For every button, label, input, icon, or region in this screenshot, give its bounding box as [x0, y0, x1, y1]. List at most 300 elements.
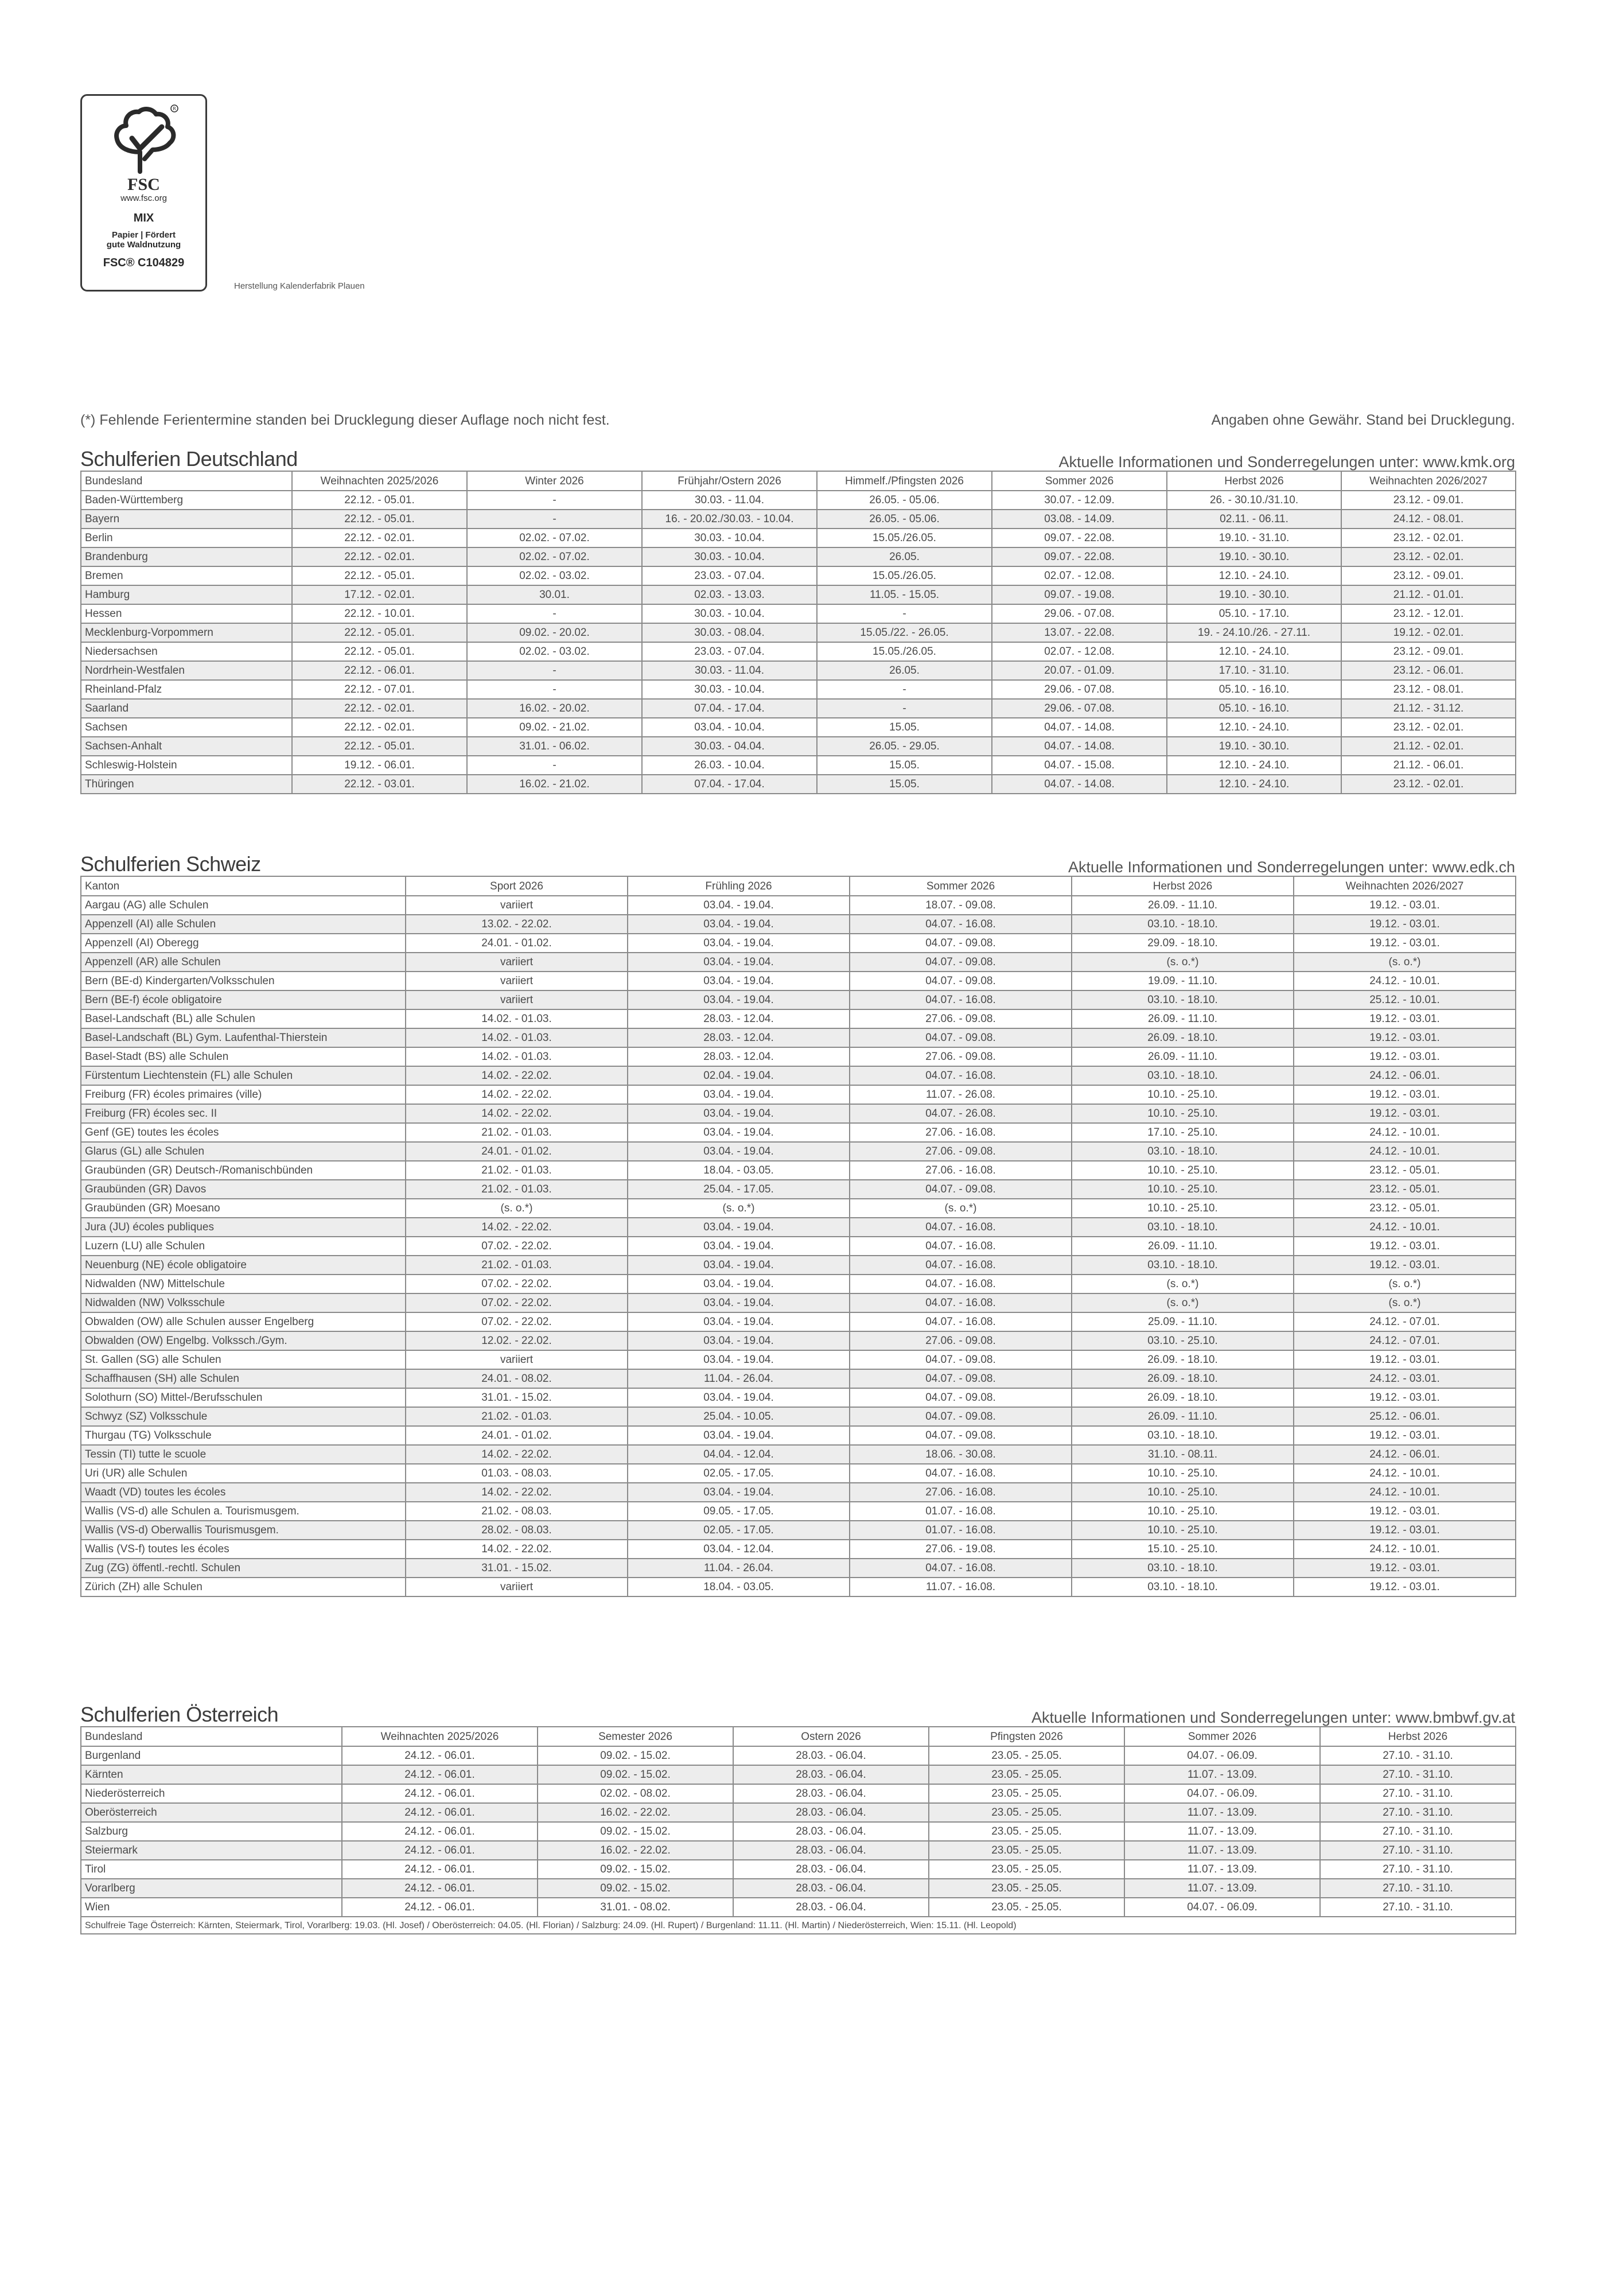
- region-name-cell: Nidwalden (NW) Volksschule: [81, 1293, 406, 1312]
- date-range-cell: 19.12. - 02.01.: [1341, 623, 1516, 642]
- date-range-cell: 03.10. - 18.10.: [1072, 1218, 1294, 1237]
- date-range-cell: 04.07. - 16.08.: [850, 1559, 1072, 1578]
- region-name-cell: Bayern: [81, 510, 292, 529]
- date-range-cell: 29.06. - 07.08.: [992, 699, 1167, 718]
- table-row: [81, 1369, 1516, 1388]
- table-row: [81, 1879, 1516, 1898]
- date-range-cell: 02.05. - 17.05.: [628, 1464, 850, 1483]
- region-name-cell: Hamburg: [81, 585, 292, 604]
- date-range-cell: variiert: [406, 1350, 628, 1369]
- region-name-cell: Basel-Stadt (BS) alle Schulen: [81, 1047, 406, 1066]
- date-range-cell: 15.05./26.05.: [817, 566, 992, 585]
- table-row: [81, 737, 1516, 756]
- date-range-cell: 03.04. - 10.04.: [642, 718, 817, 737]
- date-range-cell: -: [467, 510, 642, 529]
- date-range-cell: 03.10. - 18.10.: [1072, 1559, 1294, 1578]
- date-range-cell: 07.02. - 22.02.: [406, 1237, 628, 1256]
- date-range-cell: 23.12. - 08.01.: [1341, 680, 1516, 699]
- date-range-cell: 10.10. - 25.10.: [1072, 1085, 1294, 1104]
- date-range-cell: 04.07. - 16.08.: [850, 1293, 1072, 1312]
- date-range-cell: 28.03. - 06.04.: [733, 1765, 929, 1784]
- date-range-cell: 21.02. - 08.03.: [406, 1502, 628, 1521]
- date-range-cell: 23.05. - 25.05.: [929, 1765, 1124, 1784]
- date-range-cell: 15.05./22. - 26.05.: [817, 623, 992, 642]
- date-range-cell: 24.12. - 06.01.: [1294, 1445, 1516, 1464]
- date-range-cell: 21.12. - 01.01.: [1341, 585, 1516, 604]
- date-range-cell: 19.10. - 30.10.: [1167, 585, 1341, 604]
- date-range-cell: 24.12. - 10.01.: [1294, 1218, 1516, 1237]
- table-header-row: [81, 1727, 1516, 1746]
- date-range-cell: 12.10. - 24.10.: [1167, 566, 1341, 585]
- date-range-cell: (s. o.*): [1072, 1293, 1294, 1312]
- column-header: Herbst 2026: [1072, 876, 1294, 896]
- date-range-cell: 03.04. - 19.04.: [628, 1218, 850, 1237]
- date-range-cell: 27.10. - 31.10.: [1320, 1746, 1516, 1765]
- date-range-cell: 24.12. - 08.01.: [1341, 510, 1516, 529]
- fsc-description-line1: Papier | Fördert: [112, 230, 176, 240]
- table-row: [81, 1199, 1516, 1218]
- table-header-row: [81, 471, 1516, 491]
- date-range-cell: 04.07. - 09.08.: [850, 1028, 1072, 1047]
- region-name-cell: Genf (GE) toutes les écoles: [81, 1123, 406, 1142]
- region-name-cell: Appenzell (AI) alle Schulen: [81, 915, 406, 934]
- date-range-cell: 09.07. - 22.08.: [992, 529, 1167, 547]
- date-range-cell: 23.05. - 25.05.: [929, 1879, 1124, 1898]
- region-name-cell: Sachsen-Anhalt: [81, 737, 292, 756]
- table-row: [81, 1578, 1516, 1596]
- date-range-cell: 17.10. - 25.10.: [1072, 1123, 1294, 1142]
- date-range-cell: 23.12. - 02.01.: [1341, 775, 1516, 794]
- table-row: [81, 699, 1516, 718]
- date-range-cell: 11.04. - 26.04.: [628, 1559, 850, 1578]
- date-range-cell: 22.12. - 02.01.: [292, 718, 467, 737]
- date-range-cell: 11.07. - 16.08.: [850, 1578, 1072, 1596]
- date-range-cell: 03.04. - 19.04.: [628, 1104, 850, 1123]
- date-range-cell: 14.02. - 22.02.: [406, 1483, 628, 1502]
- date-range-cell: 03.04. - 19.04.: [628, 1331, 850, 1350]
- date-range-cell: 19.10. - 30.10.: [1167, 737, 1341, 756]
- date-range-cell: 11.07. - 13.09.: [1124, 1841, 1320, 1860]
- date-range-cell: 10.10. - 25.10.: [1072, 1502, 1294, 1521]
- date-range-cell: 03.10. - 25.10.: [1072, 1331, 1294, 1350]
- date-range-cell: 03.04. - 19.04.: [628, 915, 850, 934]
- region-name-cell: Kärnten: [81, 1765, 342, 1784]
- table-row: [81, 1841, 1516, 1860]
- date-range-cell: 22.12. - 05.01.: [292, 510, 467, 529]
- date-range-cell: 04.07. - 16.08.: [850, 1312, 1072, 1331]
- date-range-cell: 04.07. - 09.08.: [850, 972, 1072, 990]
- table-row: [81, 1502, 1516, 1521]
- date-range-cell: 18.04. - 03.05.: [628, 1578, 850, 1596]
- region-name-cell: Graubünden (GR) Deutsch-/Romanischbünden: [81, 1161, 406, 1180]
- date-range-cell: 23.12. - 05.01.: [1294, 1199, 1516, 1218]
- date-range-cell: 09.02. - 21.02.: [467, 718, 642, 737]
- date-range-cell: 24.12. - 06.01.: [342, 1803, 538, 1822]
- date-range-cell: 03.04. - 19.04.: [628, 1256, 850, 1275]
- date-range-cell: 02.11. - 06.11.: [1167, 510, 1341, 529]
- date-range-cell: 09.02. - 15.02.: [538, 1879, 733, 1898]
- date-range-cell: 19.12. - 03.01.: [1294, 1256, 1516, 1275]
- date-range-cell: 03.04. - 19.04.: [628, 1483, 850, 1502]
- date-range-cell: 24.01. - 01.02.: [406, 1142, 628, 1161]
- date-range-cell: 09.07. - 22.08.: [992, 547, 1167, 566]
- date-range-cell: (s. o.*): [1072, 953, 1294, 972]
- table-row: [81, 1407, 1516, 1426]
- table-row: [81, 756, 1516, 775]
- section-header: [80, 445, 1515, 471]
- date-range-cell: 09.02. - 15.02.: [538, 1860, 733, 1879]
- date-range-cell: 02.05. - 17.05.: [628, 1521, 850, 1540]
- region-name-cell: Niedersachsen: [81, 642, 292, 661]
- date-range-cell: 27.06. - 16.08.: [850, 1123, 1072, 1142]
- section-title: Schulferien Deutschland: [80, 447, 298, 471]
- date-range-cell: 19.12. - 03.01.: [1294, 1502, 1516, 1521]
- date-range-cell: 11.07. - 13.09.: [1124, 1803, 1320, 1822]
- date-range-cell: 04.07. - 09.08.: [850, 1407, 1072, 1426]
- region-name-cell: Thüringen: [81, 775, 292, 794]
- section-header: [80, 850, 1515, 876]
- region-name-cell: Schaffhausen (SH) alle Schulen: [81, 1369, 406, 1388]
- date-range-cell: 10.10. - 25.10.: [1072, 1521, 1294, 1540]
- region-name-cell: Oberösterreich: [81, 1803, 342, 1822]
- date-range-cell: -: [467, 680, 642, 699]
- region-name-cell: Graubünden (GR) Davos: [81, 1180, 406, 1199]
- date-range-cell: 04.07. - 16.08.: [850, 1218, 1072, 1237]
- date-range-cell: (s. o.*): [1294, 953, 1516, 972]
- date-range-cell: 28.03. - 06.04.: [733, 1784, 929, 1803]
- date-range-cell: 31.01. - 06.02.: [467, 737, 642, 756]
- date-range-cell: 04.07. - 15.08.: [992, 756, 1167, 775]
- date-range-cell: 17.12. - 02.01.: [292, 585, 467, 604]
- date-range-cell: -: [467, 756, 642, 775]
- table-row: [81, 1426, 1516, 1445]
- date-range-cell: 14.02. - 01.03.: [406, 1028, 628, 1047]
- region-name-cell: Appenzell (AI) Oberegg: [81, 934, 406, 953]
- date-range-cell: 27.10. - 31.10.: [1320, 1898, 1516, 1917]
- date-range-cell: 22.12. - 05.01.: [292, 623, 467, 642]
- date-range-cell: 12.10. - 24.10.: [1167, 775, 1341, 794]
- date-range-cell: 23.12. - 05.01.: [1294, 1161, 1516, 1180]
- table-row: [81, 915, 1516, 934]
- date-range-cell: 30.03. - 11.04.: [642, 661, 817, 680]
- date-range-cell: 05.10. - 16.10.: [1167, 680, 1341, 699]
- column-header: Herbst 2026: [1320, 1727, 1516, 1746]
- table-row: [81, 1331, 1516, 1350]
- date-range-cell: 07.04. - 17.04.: [642, 699, 817, 718]
- column-header: Pfingsten 2026: [929, 1727, 1124, 1746]
- date-range-cell: 11.07. - 13.09.: [1124, 1822, 1320, 1841]
- date-range-cell: 24.01. - 01.02.: [406, 1426, 628, 1445]
- date-range-cell: 02.02. - 03.02.: [467, 642, 642, 661]
- column-header: Semester 2026: [538, 1727, 733, 1746]
- date-range-cell: 26.09. - 11.10.: [1072, 1047, 1294, 1066]
- date-range-cell: 26.05. - 05.06.: [817, 491, 992, 510]
- date-range-cell: variiert: [406, 953, 628, 972]
- column-header: Sommer 2026: [992, 471, 1167, 491]
- date-range-cell: 28.03. - 12.04.: [628, 1009, 850, 1028]
- date-range-cell: 03.04. - 19.04.: [628, 896, 850, 915]
- date-range-cell: 09.02. - 15.02.: [538, 1822, 733, 1841]
- date-range-cell: 23.05. - 25.05.: [929, 1841, 1124, 1860]
- date-range-cell: 24.12. - 10.01.: [1294, 972, 1516, 990]
- date-range-cell: 27.06. - 19.08.: [850, 1540, 1072, 1559]
- date-range-cell: 24.12. - 06.01.: [342, 1765, 538, 1784]
- date-range-cell: 13.02. - 22.02.: [406, 915, 628, 934]
- date-range-cell: 24.12. - 06.01.: [1294, 1066, 1516, 1085]
- region-name-cell: Berlin: [81, 529, 292, 547]
- date-range-cell: 19.12. - 03.01.: [1294, 1237, 1516, 1256]
- date-range-cell: 15.05./26.05.: [817, 642, 992, 661]
- date-range-cell: 21.02. - 01.03.: [406, 1123, 628, 1142]
- date-range-cell: 21.02. - 01.03.: [406, 1161, 628, 1180]
- date-range-cell: 30.03. - 10.04.: [642, 680, 817, 699]
- region-name-cell: Uri (UR) alle Schulen: [81, 1464, 406, 1483]
- date-range-cell: 03.04. - 19.04.: [628, 1237, 850, 1256]
- date-range-cell: 04.07. - 09.08.: [850, 934, 1072, 953]
- date-range-cell: 27.10. - 31.10.: [1320, 1860, 1516, 1879]
- region-name-cell: Steiermark: [81, 1841, 342, 1860]
- date-range-cell: 23.12. - 02.01.: [1341, 529, 1516, 547]
- date-range-cell: 19.12. - 03.01.: [1294, 1559, 1516, 1578]
- date-range-cell: 31.01. - 08.02.: [538, 1898, 733, 1917]
- date-range-cell: 02.07. - 12.08.: [992, 642, 1167, 661]
- date-range-cell: variiert: [406, 990, 628, 1009]
- column-header: Weihnachten 2026/2027: [1294, 876, 1516, 896]
- date-range-cell: 07.02. - 22.02.: [406, 1275, 628, 1293]
- region-name-cell: Fürstentum Liechtenstein (FL) alle Schulen: [81, 1066, 406, 1085]
- column-header: Weihnachten 2025/2026: [292, 471, 467, 491]
- date-range-cell: 23.05. - 25.05.: [929, 1822, 1124, 1841]
- date-range-cell: (s. o.*): [1294, 1275, 1516, 1293]
- date-range-cell: 03.08. - 14.09.: [992, 510, 1167, 529]
- region-name-cell: Burgenland: [81, 1746, 342, 1765]
- table-row: [81, 1822, 1516, 1841]
- region-name-cell: Sachsen: [81, 718, 292, 737]
- table-row: [81, 1180, 1516, 1199]
- date-range-cell: 24.01. - 01.02.: [406, 934, 628, 953]
- table-row: [81, 510, 1516, 529]
- region-name-cell: Wallis (VS-f) toutes les écoles: [81, 1540, 406, 1559]
- date-range-cell: (s. o.*): [850, 1199, 1072, 1218]
- date-range-cell: 15.05.: [817, 718, 992, 737]
- column-header: Frühjahr/Ostern 2026: [642, 471, 817, 491]
- date-range-cell: 15.05.: [817, 775, 992, 794]
- date-range-cell: 10.10. - 25.10.: [1072, 1104, 1294, 1123]
- date-range-cell: 23.05. - 25.05.: [929, 1898, 1124, 1917]
- date-range-cell: 04.07. - 16.08.: [850, 1275, 1072, 1293]
- table-row: [81, 1237, 1516, 1256]
- region-name-cell: St. Gallen (SG) alle Schulen: [81, 1350, 406, 1369]
- date-range-cell: 26.05. - 29.05.: [817, 737, 992, 756]
- date-range-cell: 23.12. - 09.01.: [1341, 491, 1516, 510]
- table-row: [81, 1312, 1516, 1331]
- table-row: [81, 604, 1516, 623]
- date-range-cell: 22.12. - 05.01.: [292, 737, 467, 756]
- date-range-cell: variiert: [406, 972, 628, 990]
- date-range-cell: -: [467, 491, 642, 510]
- date-range-cell: 03.10. - 18.10.: [1072, 1256, 1294, 1275]
- date-range-cell: 17.10. - 31.10.: [1167, 661, 1341, 680]
- region-name-cell: Nordrhein-Westfalen: [81, 661, 292, 680]
- date-range-cell: 26.09. - 11.10.: [1072, 1237, 1294, 1256]
- date-range-cell: 21.02. - 01.03.: [406, 1256, 628, 1275]
- date-range-cell: 24.12. - 06.01.: [342, 1746, 538, 1765]
- date-range-cell: 26.03. - 10.04.: [642, 756, 817, 775]
- table-row: [81, 1559, 1516, 1578]
- region-name-cell: Vorarlberg: [81, 1879, 342, 1898]
- date-range-cell: 30.03. - 08.04.: [642, 623, 817, 642]
- date-range-cell: 27.06. - 09.08.: [850, 1142, 1072, 1161]
- table-row: [81, 1860, 1516, 1879]
- date-range-cell: 23.12. - 06.01.: [1341, 661, 1516, 680]
- date-range-cell: 23.05. - 25.05.: [929, 1746, 1124, 1765]
- date-range-cell: 30.03. - 04.04.: [642, 737, 817, 756]
- table-row: [81, 642, 1516, 661]
- date-range-cell: 22.12. - 02.01.: [292, 547, 467, 566]
- section-switzerland: [80, 850, 1515, 1597]
- region-name-cell: Glarus (GL) alle Schulen: [81, 1142, 406, 1161]
- austria-footnote-row: [81, 1917, 1516, 1934]
- fsc-mix: MIX: [133, 212, 154, 224]
- date-range-cell: 28.03. - 06.04.: [733, 1803, 929, 1822]
- region-name-cell: Luzern (LU) alle Schulen: [81, 1237, 406, 1256]
- date-range-cell: 02.03. - 13.03.: [642, 585, 817, 604]
- date-range-cell: 03.04. - 19.04.: [628, 1142, 850, 1161]
- date-range-cell: 03.04. - 19.04.: [628, 1350, 850, 1369]
- region-name-cell: Appenzell (AR) alle Schulen: [81, 953, 406, 972]
- date-range-cell: 02.02. - 08.02.: [538, 1784, 733, 1803]
- date-range-cell: 23.03. - 07.04.: [642, 566, 817, 585]
- column-header: Kanton: [81, 876, 406, 896]
- date-range-cell: 24.12. - 06.01.: [342, 1841, 538, 1860]
- date-range-cell: 22.12. - 02.01.: [292, 699, 467, 718]
- holiday-table-germany: [80, 471, 1516, 794]
- date-range-cell: 09.02. - 15.02.: [538, 1765, 733, 1784]
- date-range-cell: 03.04. - 19.04.: [628, 1085, 850, 1104]
- date-range-cell: 23.12. - 02.01.: [1341, 718, 1516, 737]
- table-row: [81, 718, 1516, 737]
- date-range-cell: 20.07. - 01.09.: [992, 661, 1167, 680]
- date-range-cell: 30.03. - 10.04.: [642, 529, 817, 547]
- date-range-cell: 04.07. - 26.08.: [850, 1104, 1072, 1123]
- date-range-cell: 23.05. - 25.05.: [929, 1803, 1124, 1822]
- table-row: [81, 1540, 1516, 1559]
- date-range-cell: 23.12. - 12.01.: [1341, 604, 1516, 623]
- date-range-cell: 14.02. - 01.03.: [406, 1009, 628, 1028]
- column-header: Sport 2026: [406, 876, 628, 896]
- date-range-cell: 29.06. - 07.08.: [992, 680, 1167, 699]
- date-range-cell: 28.03. - 12.04.: [628, 1047, 850, 1066]
- region-name-cell: Hessen: [81, 604, 292, 623]
- date-range-cell: 22.12. - 06.01.: [292, 661, 467, 680]
- region-name-cell: Schwyz (SZ) Volksschule: [81, 1407, 406, 1426]
- date-range-cell: 23.05. - 25.05.: [929, 1860, 1124, 1879]
- date-range-cell: 04.07. - 16.08.: [850, 1237, 1072, 1256]
- region-name-cell: Basel-Landschaft (BL) alle Schulen: [81, 1009, 406, 1028]
- date-range-cell: 23.05. - 25.05.: [929, 1784, 1124, 1803]
- date-range-cell: 03.04. - 19.04.: [628, 1388, 850, 1407]
- table-row: [81, 896, 1516, 915]
- date-range-cell: 30.03. - 10.04.: [642, 547, 817, 566]
- date-range-cell: 25.04. - 17.05.: [628, 1180, 850, 1199]
- section-germany: [80, 445, 1515, 794]
- date-range-cell: 31.01. - 15.02.: [406, 1388, 628, 1407]
- fsc-description-line2: gute Waldnutzung: [106, 240, 181, 250]
- region-name-cell: Tirol: [81, 1860, 342, 1879]
- date-range-cell: 24.12. - 06.01.: [342, 1860, 538, 1879]
- date-range-cell: 21.02. - 01.03.: [406, 1180, 628, 1199]
- region-name-cell: Neuenburg (NE) école obligatoire: [81, 1256, 406, 1275]
- date-range-cell: 14.02. - 22.02.: [406, 1445, 628, 1464]
- region-name-cell: Aargau (AG) alle Schulen: [81, 896, 406, 915]
- date-range-cell: 19. - 24.10./26. - 27.11.: [1167, 623, 1341, 642]
- table-row: [81, 1028, 1516, 1047]
- region-name-cell: Bern (BE-d) Kindergarten/Volksschulen: [81, 972, 406, 990]
- date-range-cell: 14.02. - 22.02.: [406, 1066, 628, 1085]
- column-header: Ostern 2026: [733, 1727, 929, 1746]
- fsc-name: FSC: [127, 175, 160, 194]
- date-range-cell: 19.12. - 03.01.: [1294, 1578, 1516, 1596]
- table-row: [81, 623, 1516, 642]
- region-name-cell: Obwalden (OW) Engelbg. Volkssch./Gym.: [81, 1331, 406, 1350]
- date-range-cell: 27.06. - 16.08.: [850, 1161, 1072, 1180]
- date-range-cell: 03.04. - 19.04.: [628, 1275, 850, 1293]
- date-range-cell: 22.12. - 05.01.: [292, 566, 467, 585]
- date-range-cell: 27.10. - 31.10.: [1320, 1803, 1516, 1822]
- table-row: [81, 1898, 1516, 1917]
- date-range-cell: 25.12. - 10.01.: [1294, 990, 1516, 1009]
- region-name-cell: Wallis (VS-d) Oberwallis Tourismusgem.: [81, 1521, 406, 1540]
- date-range-cell: 31.10. - 08.11.: [1072, 1445, 1294, 1464]
- date-range-cell: 26.09. - 18.10.: [1072, 1369, 1294, 1388]
- region-name-cell: Graubünden (GR) Moesano: [81, 1199, 406, 1218]
- date-range-cell: 12.10. - 24.10.: [1167, 756, 1341, 775]
- date-range-cell: 25.09. - 11.10.: [1072, 1312, 1294, 1331]
- region-name-cell: Tessin (TI) tutte le scuole: [81, 1445, 406, 1464]
- date-range-cell: 10.10. - 25.10.: [1072, 1483, 1294, 1502]
- date-range-cell: 04.07. - 09.08.: [850, 1426, 1072, 1445]
- date-range-cell: 19.10. - 30.10.: [1167, 547, 1341, 566]
- date-range-cell: 03.04. - 19.04.: [628, 1293, 850, 1312]
- table-row: [81, 1009, 1516, 1028]
- date-range-cell: 19.12. - 03.01.: [1294, 1009, 1516, 1028]
- date-range-cell: 02.04. - 19.04.: [628, 1066, 850, 1085]
- svg-text:R: R: [172, 106, 176, 111]
- date-range-cell: 26.09. - 11.10.: [1072, 896, 1294, 915]
- date-range-cell: 15.10. - 25.10.: [1072, 1540, 1294, 1559]
- table-row: [81, 566, 1516, 585]
- date-range-cell: 27.10. - 31.10.: [1320, 1879, 1516, 1898]
- date-range-cell: 16.02. - 22.02.: [538, 1841, 733, 1860]
- table-row: [81, 1350, 1516, 1369]
- date-range-cell: -: [817, 699, 992, 718]
- date-range-cell: 30.03. - 10.04.: [642, 604, 817, 623]
- date-range-cell: 04.07. - 06.09.: [1124, 1746, 1320, 1765]
- date-range-cell: 19.10. - 31.10.: [1167, 529, 1341, 547]
- date-range-cell: 13.07. - 22.08.: [992, 623, 1167, 642]
- date-range-cell: (s. o.*): [406, 1199, 628, 1218]
- date-range-cell: 26.05. - 05.06.: [817, 510, 992, 529]
- region-name-cell: Brandenburg: [81, 547, 292, 566]
- date-range-cell: 02.02. - 07.02.: [467, 547, 642, 566]
- date-range-cell: 09.05. - 17.05.: [628, 1502, 850, 1521]
- date-range-cell: 19.12. - 03.01.: [1294, 934, 1516, 953]
- date-range-cell: variiert: [406, 1578, 628, 1596]
- date-range-cell: 04.07. - 06.09.: [1124, 1784, 1320, 1803]
- region-name-cell: Baden-Württemberg: [81, 491, 292, 510]
- austria-school-free-days: Schulfreie Tage Österreich: Kärnten, Steiermark, Tirol, Vorarlberg: 19.03. (Hl. Josef) / Oberösterreich: 04.05. (Hl. Florian) / Salzburg: 24.09. (Hl. Rupert) / Burgenland: 11.11. (Hl. Martin) / Niederösterreich, Wien: 15.11. (Hl. Leopold): [81, 1917, 1516, 1934]
- date-range-cell: 28.03. - 06.04.: [733, 1746, 929, 1765]
